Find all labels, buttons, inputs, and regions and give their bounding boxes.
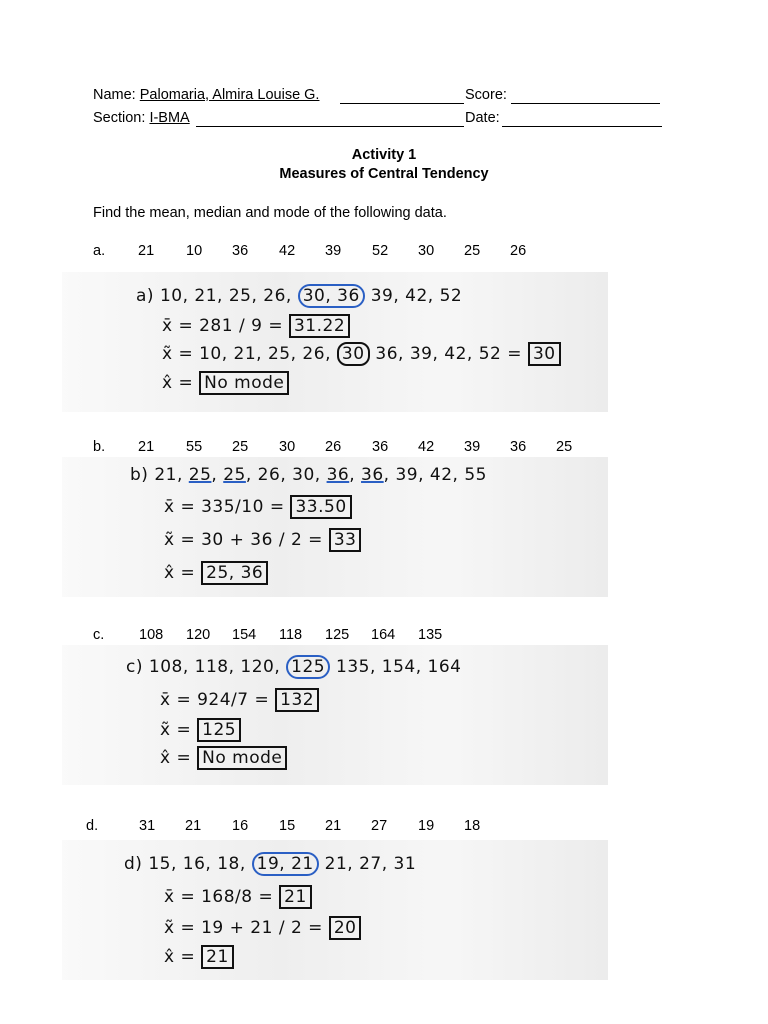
data-value: 25 xyxy=(556,439,573,455)
mode-answer-box: 25, 36 xyxy=(201,561,268,585)
data-value: 25 xyxy=(464,243,481,259)
data-value: 36 xyxy=(372,439,389,455)
data-value: 10 xyxy=(186,243,203,259)
name-blank xyxy=(340,103,464,104)
mean-answer-box: 21 xyxy=(279,885,312,909)
data-value: 31 xyxy=(139,818,156,834)
data-value: 16 xyxy=(232,818,249,834)
data-value: 36 xyxy=(232,243,249,259)
problem-c-data xyxy=(93,627,613,645)
median-answer-box: 20 xyxy=(329,916,362,940)
handwritten-work-a xyxy=(62,272,608,412)
name-line xyxy=(93,87,319,103)
median-circle: 125 xyxy=(286,655,330,679)
problem-b-data xyxy=(93,439,613,457)
data-value: 26 xyxy=(510,243,527,259)
data-value: 39 xyxy=(464,439,481,455)
median-work: x̃ = 10, 21, 25, 26, 30 36, 39, 42, 52 = 30 xyxy=(162,344,561,364)
mean-work: x̄ = 281 / 9 = 31.22 xyxy=(162,316,350,336)
data-value: 26 xyxy=(325,439,342,455)
instructions: Find the mean, median and mode of the following data. xyxy=(93,205,447,221)
median-answer-box: 33 xyxy=(329,528,362,552)
median-work: x̃ = 19 + 21 / 2 = 20 xyxy=(164,918,361,938)
data-value: 118 xyxy=(279,627,303,643)
data-value: 30 xyxy=(418,243,435,259)
data-value: 21 xyxy=(138,243,155,259)
median-answer-box: 125 xyxy=(197,718,241,742)
problem-label: b. xyxy=(93,439,106,455)
problem-d-data xyxy=(86,818,606,836)
data-value: 27 xyxy=(371,818,388,834)
mode-work: x̂ = No mode xyxy=(160,748,287,768)
name-label: Name: xyxy=(93,87,136,103)
median-answer-box: 30 xyxy=(528,342,561,366)
problem-label: c. xyxy=(93,627,105,643)
data-value: 21 xyxy=(325,818,342,834)
data-value: 21 xyxy=(138,439,155,455)
mode-work: x̂ = 25, 36 xyxy=(164,563,268,583)
problem-label: a. xyxy=(93,243,106,259)
name-value: Palomaria, Almira Louise G. xyxy=(139,87,320,103)
data-value: 19 xyxy=(418,818,435,834)
sorted-data: c) 108, 118, 120, 125 135, 154, 164 xyxy=(126,657,462,677)
handwritten-work-b xyxy=(62,457,608,597)
data-value: 15 xyxy=(279,818,296,834)
problem-a-data xyxy=(93,243,613,261)
median-work: x̃ = 30 + 36 / 2 = 33 xyxy=(164,530,361,550)
median-circle: 30, 36 xyxy=(298,284,365,308)
sorted-data: a) 10, 21, 25, 26, 30, 36 39, 42, 52 xyxy=(136,286,463,306)
sorted-data: b) 21, 25, 25, 26, 30, 36, 36, 39, 42, 55 xyxy=(130,465,487,485)
data-value: 25 xyxy=(232,439,249,455)
mean-answer-box: 31.22 xyxy=(289,314,350,338)
handwritten-work-d xyxy=(62,840,608,980)
mode-answer-box: No mode xyxy=(199,371,289,395)
mean-answer-box: 132 xyxy=(275,688,319,712)
data-value: 125 xyxy=(325,627,350,643)
data-value: 135 xyxy=(418,627,443,643)
activity-title: Activity 1 xyxy=(351,147,417,163)
section-line xyxy=(93,110,190,126)
mode-work: x̂ = No mode xyxy=(162,373,289,393)
data-value: 120 xyxy=(186,627,211,643)
mode-answer-box: No mode xyxy=(197,746,287,770)
data-value: 30 xyxy=(279,439,296,455)
mean-work: x̄ = 335/10 = 33.50 xyxy=(164,497,352,517)
data-value: 21 xyxy=(185,818,202,834)
data-value: 52 xyxy=(372,243,389,259)
mean-answer-box: 33.50 xyxy=(290,495,351,519)
mean-work: x̄ = 924/7 = 132 xyxy=(160,690,319,710)
score-label: Score: xyxy=(465,87,507,103)
data-value: 39 xyxy=(325,243,342,259)
section-value: I-BMA xyxy=(149,110,190,126)
median-circle: 19, 21 xyxy=(252,852,319,876)
data-value: 42 xyxy=(418,439,435,455)
sorted-data: d) 15, 16, 18, 19, 21 21, 27, 31 xyxy=(124,854,417,874)
mode-answer-box: 21 xyxy=(201,945,234,969)
mean-work: x̄ = 168/8 = 21 xyxy=(164,887,312,907)
data-value: 108 xyxy=(139,627,164,643)
activity-subtitle: Measures of Central Tendency xyxy=(279,166,489,182)
median-work: x̃ = 125 xyxy=(160,720,241,740)
problem-label: d. xyxy=(86,818,99,834)
handwritten-work-c xyxy=(62,645,608,785)
data-value: 164 xyxy=(371,627,396,643)
data-value: 154 xyxy=(232,627,257,643)
data-value: 18 xyxy=(464,818,481,834)
date-label: Date: xyxy=(465,110,500,126)
mode-work: x̂ = 21 xyxy=(164,947,234,967)
score-blank xyxy=(511,103,660,104)
data-value: 42 xyxy=(279,243,296,259)
section-blank xyxy=(196,126,464,127)
section-label: Section: xyxy=(93,110,146,126)
data-value: 36 xyxy=(510,439,527,455)
date-blank xyxy=(502,126,662,127)
data-value: 55 xyxy=(186,439,203,455)
